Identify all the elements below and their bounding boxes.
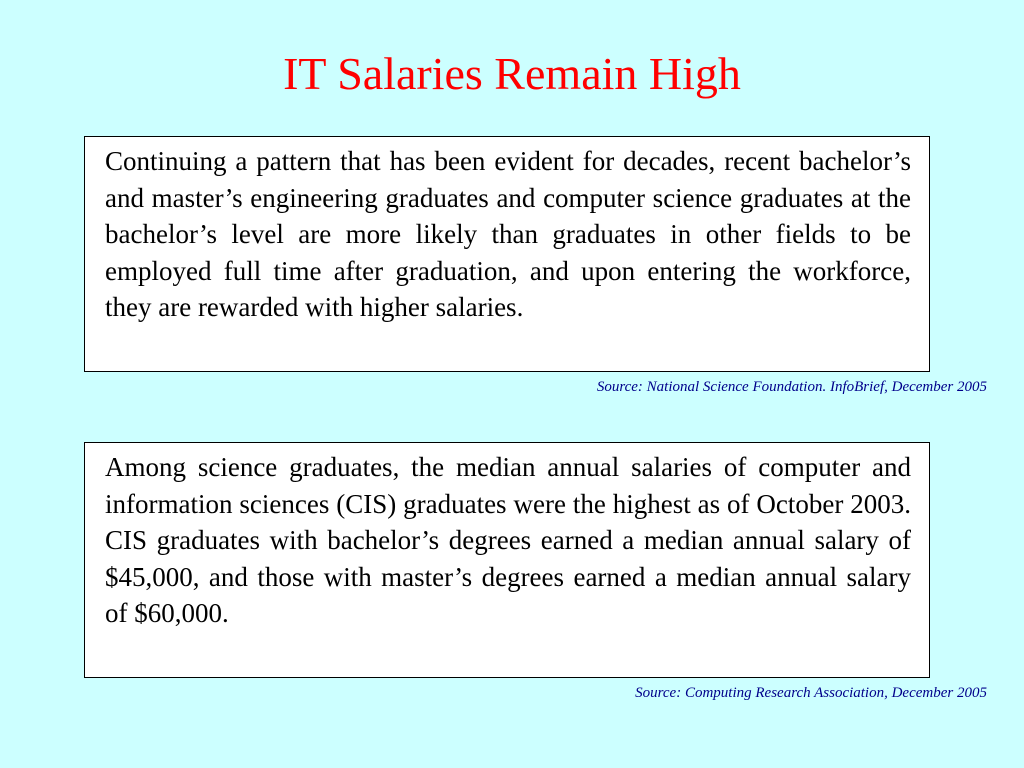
source-citation-nsf: Source: National Science Foundation. InfoBrief, December 2005 xyxy=(596,379,987,395)
quote-text-nsf: Continuing a pattern that has been evident for decades, recent bachelor’s and master’s engineering graduates and computer science graduates at the bachelor’s level are more likely than graduates in other fields to be employed full time after graduation, and upon entering the workforce, they are rewarded with higher salaries. xyxy=(105,146,911,322)
quote-box-nsf xyxy=(84,136,930,372)
source-citation-cra: Source: Computing Research Association, December 2005 xyxy=(635,685,987,701)
slide-title: IT Salaries Remain High xyxy=(283,48,741,99)
quote-text-cra: Among science graduates, the median annual salaries of computer and information sciences (CIS) graduates were the highest as of October 2003. CIS graduates with bachelor’s degrees earned a median annual salary of $45,000, and those with master’s degrees earned a median annual salary of $60,000. xyxy=(105,452,911,628)
quote-box-cra xyxy=(84,442,930,678)
